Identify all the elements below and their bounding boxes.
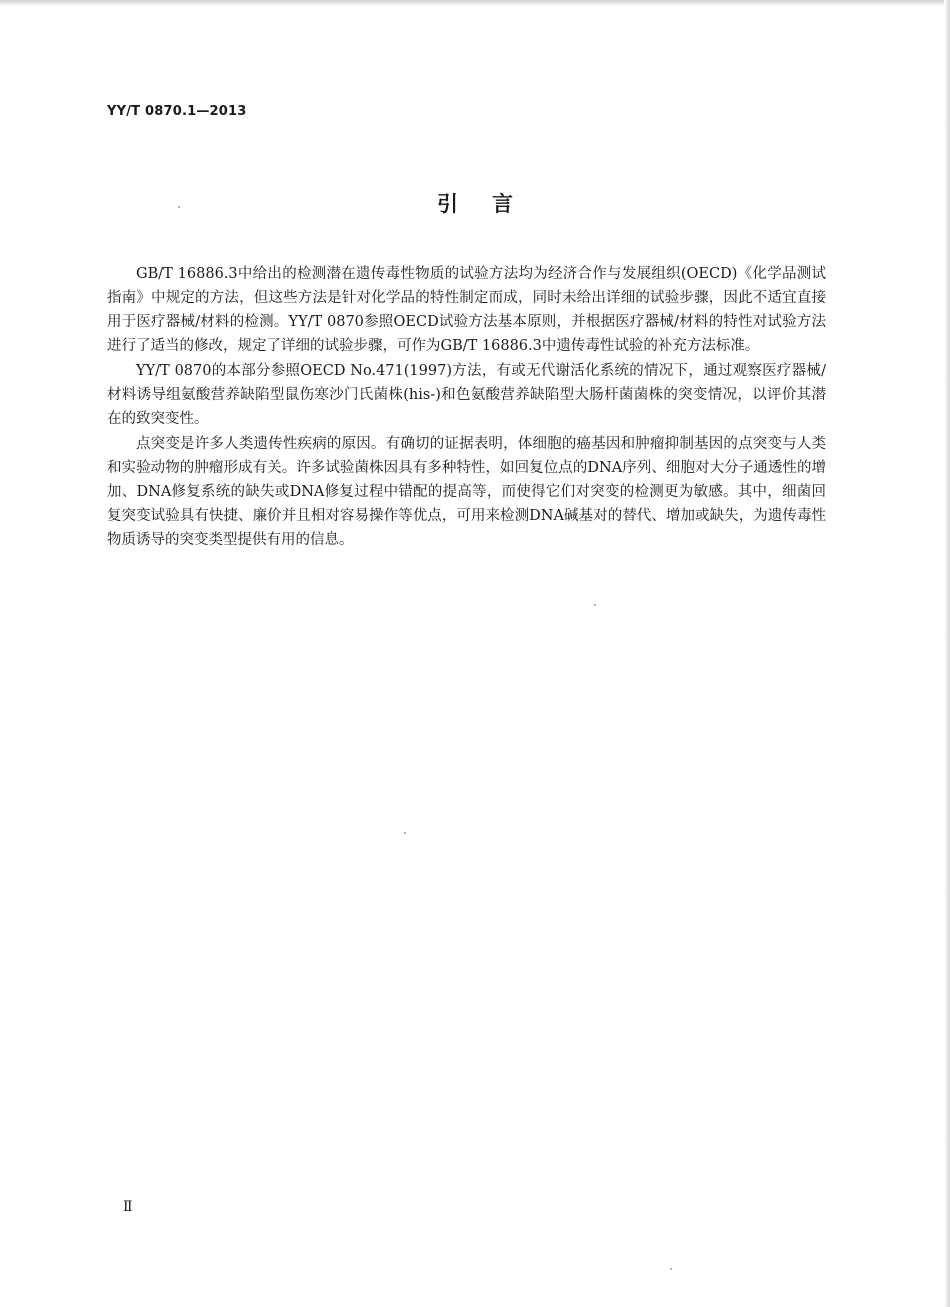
document-code: YY/T 0870.1—2013 bbox=[107, 104, 247, 119]
section-title: 引言 bbox=[437, 192, 547, 216]
paragraph-1: GB/T 16886.3中给出的检测潜在遗传毒性物质的试验方法均为经济合作与发展组织(OECD)《化学品测试指南》中规定的方法，但这些方法是针对化学品的特性制定而成，同时未给出详细的试验步骤，因此不适宜直接用于医疗器械/材料的检测。YY/T 0870参照OECD试验方法基本原则，并根据医疗器械/材料的特性对试验方法进行了适当的修改，规定了详细的试验步骤，可作为GB/T 16886.3中遗传毒性试验的补充方法标准。 bbox=[107, 266, 826, 354]
paragraph-2: YY/T 0870的本部分参照OECD No.471(1997)方法，有或无代谢活化系统的情况下，通过观察医疗器械/材料诱导组氨酸营养缺陷型鼠伤寒沙门氏菌株(his-)和色氨酸营养缺陷型大肠杆菌菌株的突变情况，以评价其潜在的致突变性。 bbox=[107, 363, 826, 427]
scan-speck bbox=[404, 832, 406, 834]
scan-speck bbox=[594, 604, 596, 606]
scan-speck bbox=[670, 1268, 672, 1270]
scan-speck bbox=[178, 206, 180, 208]
body-text bbox=[107, 262, 826, 553]
page-number: Ⅱ bbox=[123, 1199, 133, 1215]
scan-edge-top bbox=[0, 0, 950, 6]
paragraph-3: 点突变是许多人类遗传性疾病的原因。有确切的证据表明，体细胞的癌基因和肿瘤抑制基因的点突变与人类和实验动物的肿瘤形成有关。许多试验菌株因具有多种特性，如回复位点的DNA序列、细胞对大分子通透性的增加、DNA修复系统的缺失或DNA修复过程中错配的提高等，而使得它们对突变的检测更为敏感。其中，细菌回复突变试验具有快捷、廉价并且相对容易操作等优点，可用来检测DNA碱基对的替代、增加或缺失，为遗传毒性物质诱导的突变类型提供有用的信息。 bbox=[107, 436, 826, 548]
